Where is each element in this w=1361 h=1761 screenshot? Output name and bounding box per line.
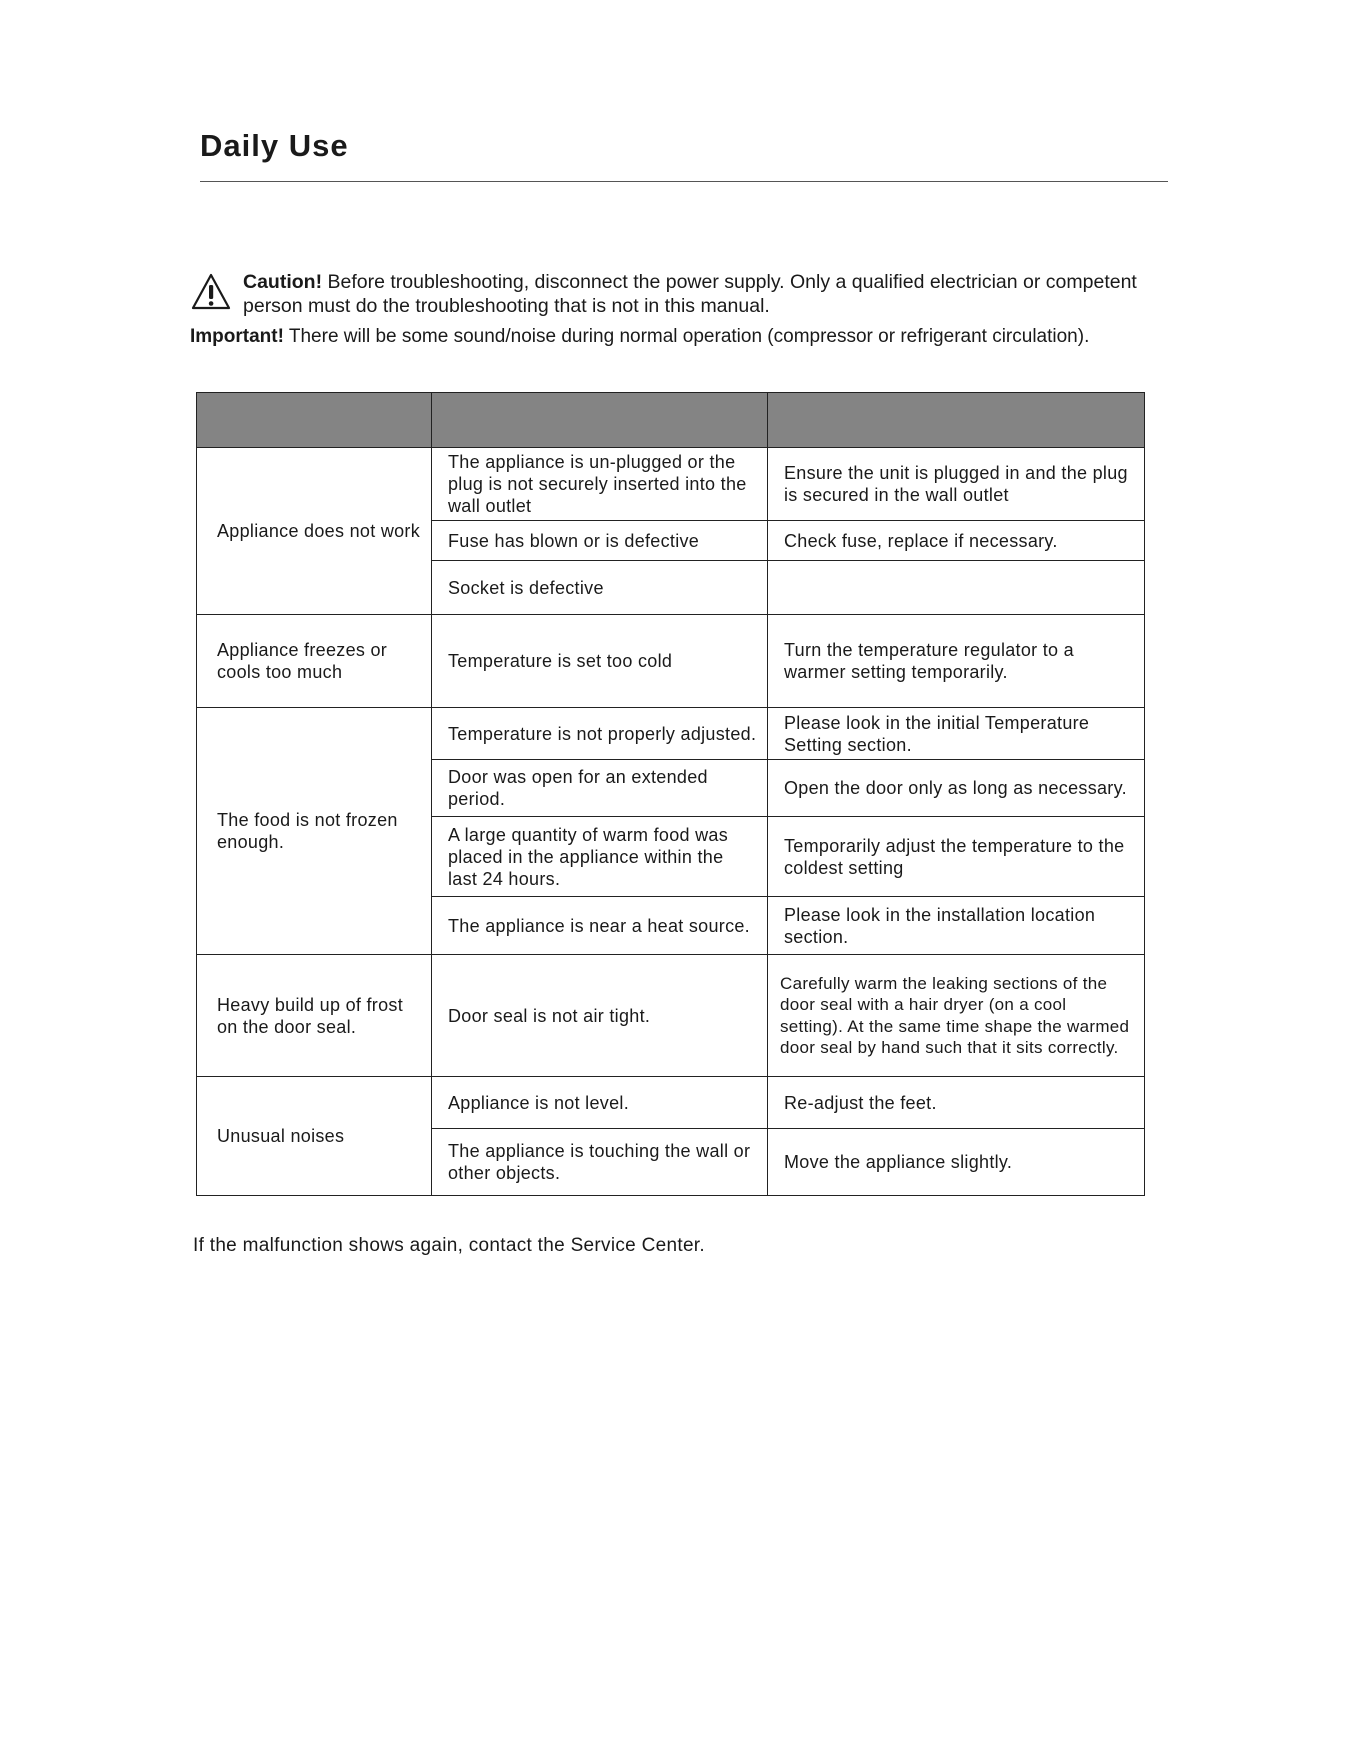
table-row (197, 615, 1145, 708)
table-row (197, 955, 1145, 1077)
cause-cell: Socket is defective (432, 561, 768, 615)
important-body: There will be some sound/noise during normal operation (compressor or refrigerant circulation). (283, 326, 1090, 347)
cause-cell: Fuse has blown or is defective (432, 521, 768, 561)
important-notice (190, 325, 1340, 349)
cause-cell: Door was open for an extended period. (432, 760, 768, 817)
caution-notice (243, 270, 1173, 318)
warning-triangle-icon (190, 272, 232, 312)
page-title: Daily Use (200, 128, 349, 163)
solution-cell (768, 561, 1145, 615)
table-row (197, 1077, 1145, 1129)
cause-cell: A large quantity of warm food was placed in the appliance within the last 24 hours. (432, 817, 768, 897)
solution-cell: Turn the temperature regulator to a warmer setting temporarily. (768, 615, 1145, 708)
solution-cell: Re-adjust the feet. (768, 1077, 1145, 1129)
cause-cell: The appliance is un-plugged or the plug is not securely inserted into the wall outlet (432, 448, 768, 521)
footer-note: If the malfunction shows again, contact the Service Center. (193, 1235, 705, 1256)
solution-cell: Temporarily adjust the temperature to the coldest setting (768, 817, 1145, 897)
troubleshooting-table (196, 392, 1145, 1196)
cause-cell: Appliance is not level. (432, 1077, 768, 1129)
title-divider (200, 181, 1168, 182)
caution-body: Before troubleshooting, disconnect the power supply. Only a qualified electrician or competent person must do the troubleshooting that is not in this manual. (243, 271, 1137, 317)
header-cause (432, 393, 768, 448)
header-solution (768, 393, 1145, 448)
caution-label: Caution! (243, 271, 323, 293)
header-problem (197, 393, 432, 448)
table-row (197, 708, 1145, 760)
solution-cell: Move the appliance slightly. (768, 1129, 1145, 1196)
problem-cell: The food is not frozen enough. (197, 708, 432, 955)
problem-cell: Appliance does not work (197, 448, 432, 615)
cause-cell: Temperature is set too cold (432, 615, 768, 708)
problem-cell: Appliance freezes or cools too much (197, 615, 432, 708)
solution-cell: Please look in the initial Temperature Setting section. (768, 708, 1145, 760)
cause-cell: Door seal is not air tight. (432, 955, 768, 1077)
solution-cell: Please look in the installation location section. (768, 897, 1145, 955)
solution-cell: Carefully warm the leaking sections of the door seal with a hair dryer (on a cool setting). At the same time shape the warmed door seal by hand such that it sits correctly. (768, 955, 1145, 1077)
cause-cell: The appliance is near a heat source. (432, 897, 768, 955)
problem-cell: Heavy build up of frost on the door seal. (197, 955, 432, 1077)
solution-cell: Ensure the unit is plugged in and the plug is secured in the wall outlet (768, 448, 1145, 521)
problem-cell: Unusual noises (197, 1077, 432, 1196)
solution-cell: Check fuse, replace if necessary. (768, 521, 1145, 561)
important-label: Important! (190, 326, 284, 347)
table-header-row (197, 393, 1145, 448)
solution-cell: Open the door only as long as necessary. (768, 760, 1145, 817)
cause-cell: Temperature is not properly adjusted. (432, 708, 768, 760)
table-row (197, 448, 1145, 521)
cause-cell: The appliance is touching the wall or other objects. (432, 1129, 768, 1196)
